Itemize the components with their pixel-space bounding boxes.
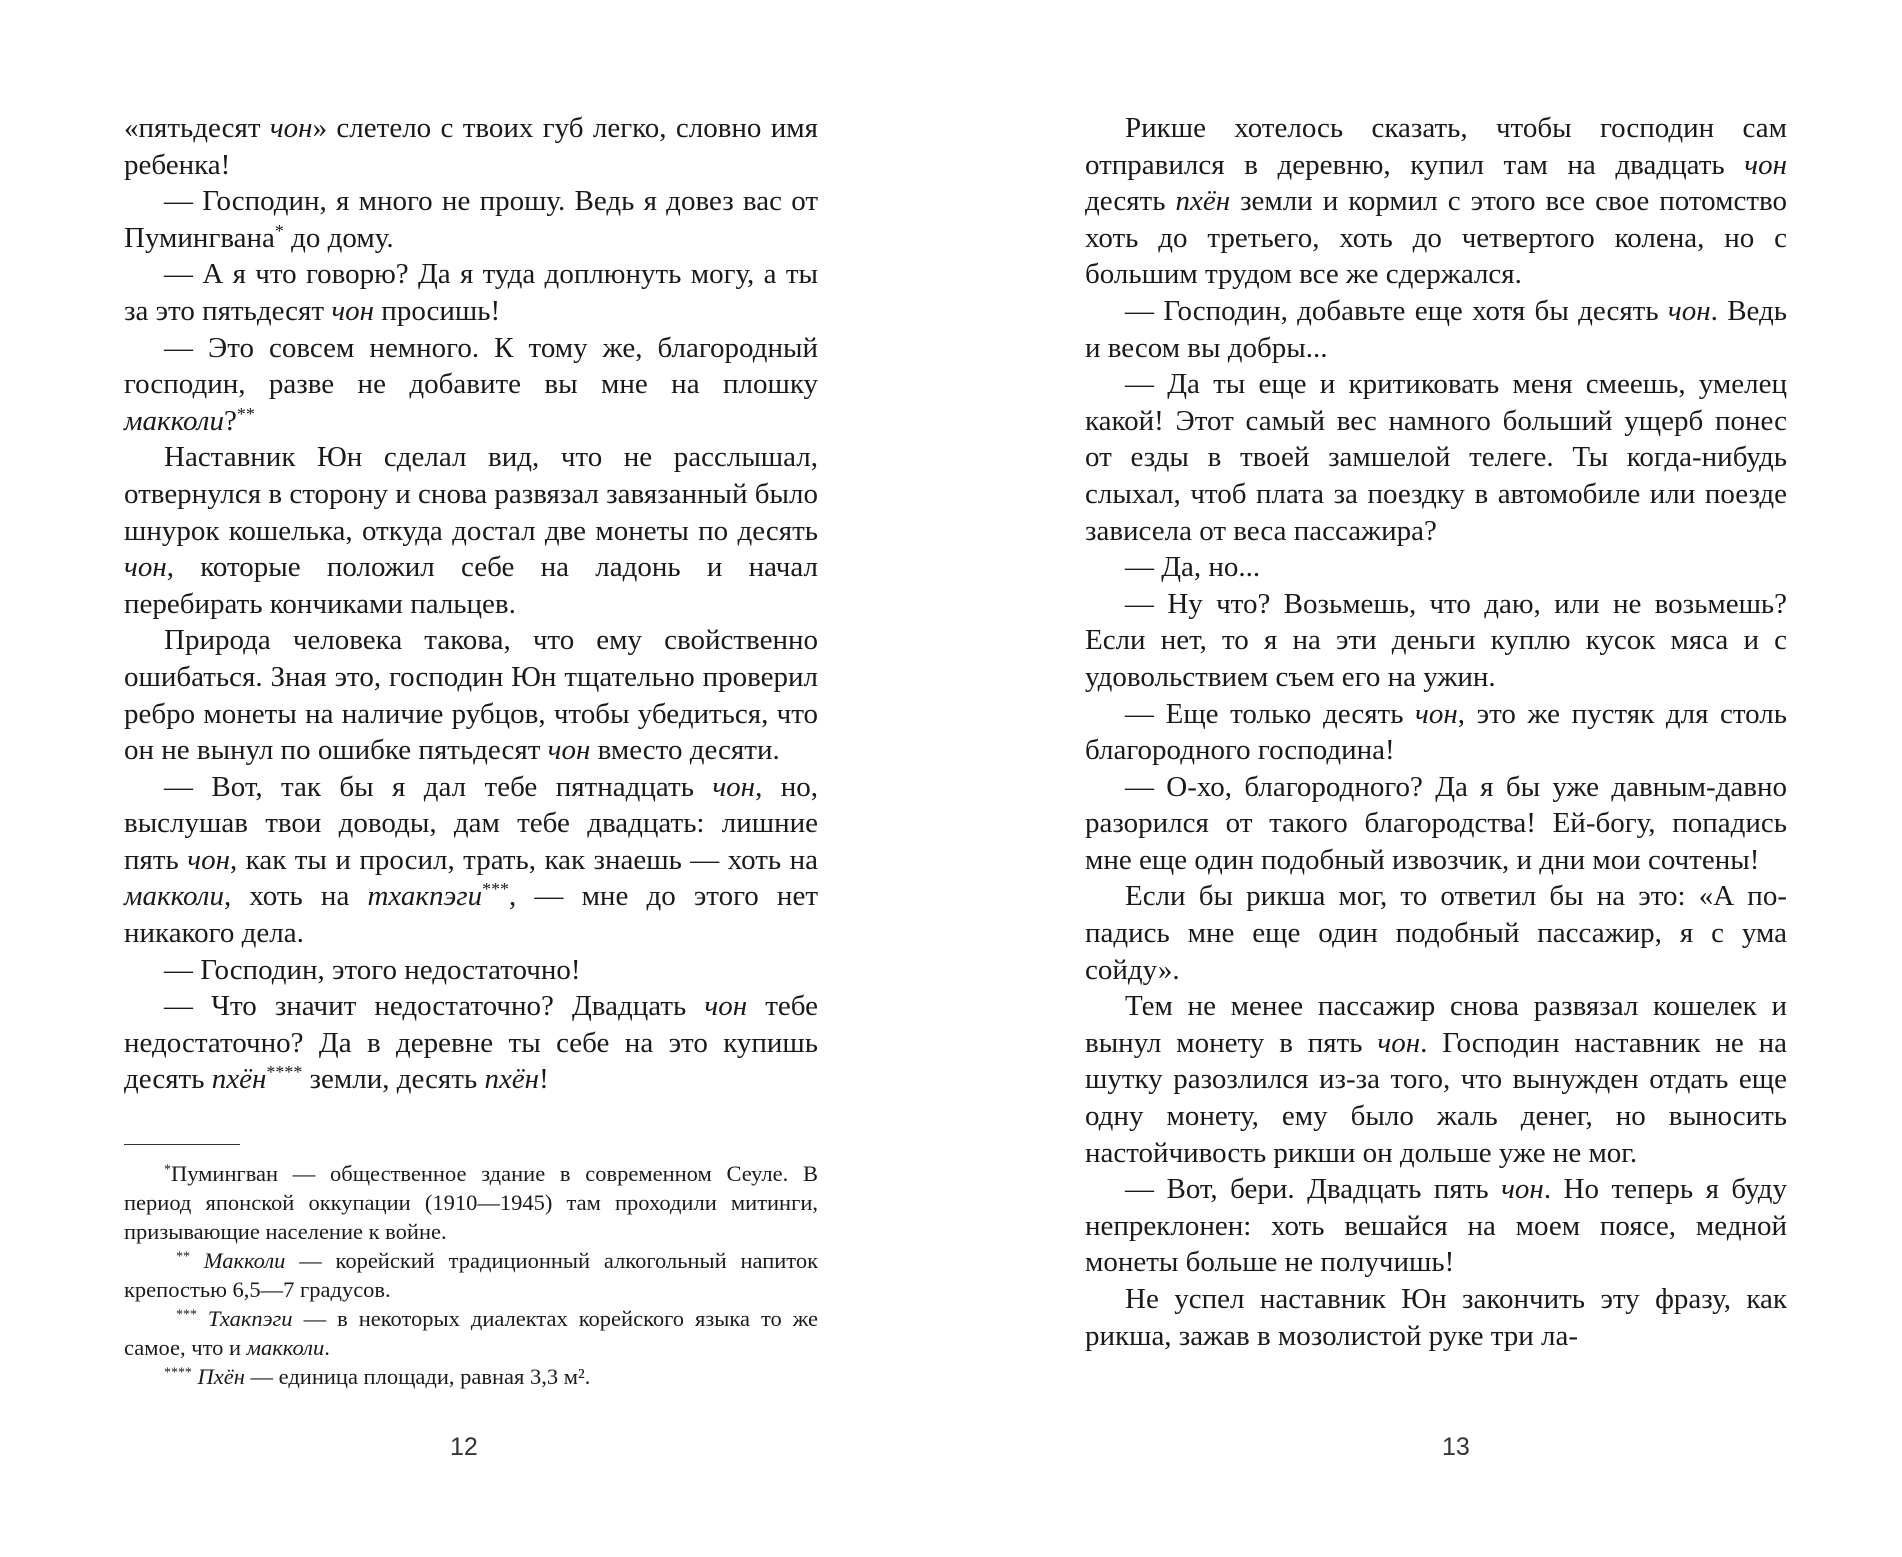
text-run: , но, выслушав твои доводы, дам тебе двадцать: лишние пять — [124, 770, 818, 876]
text-run: просишь! — [374, 294, 501, 327]
text-run: — в некоторых диалектах корейского языка то же самое, что и — [124, 1306, 818, 1360]
italic-term: чон — [124, 551, 167, 584]
text-run: , которые положил себе на ладонь и начал перебирать кончиками пальцев. — [124, 551, 818, 620]
paragraph — [124, 952, 818, 989]
italic-term: чон — [1415, 697, 1458, 730]
paragraph — [124, 183, 818, 256]
italic-term: пхён — [211, 1063, 267, 1096]
paragraph — [1085, 769, 1787, 879]
text-run: — Господин, этого недостаточно! — [164, 953, 581, 986]
text-run: — Да, но... — [1125, 551, 1261, 584]
text-run: , это же пустяк для столь благородного господина! — [1085, 697, 1787, 767]
text-run: » слетело с твоих губ легко, словно имя ребенка! — [124, 112, 818, 181]
text-run: Тем не менее пассажир снова развязал кошелек и вынул монету в пять — [1085, 990, 1787, 1059]
text-run: — корейский традиционный алкогольный напиток крепостью 6,5—7 градусов. — [124, 1248, 819, 1302]
paragraph — [1085, 988, 1787, 1171]
text-run — [197, 1306, 208, 1331]
paragraph — [124, 110, 818, 183]
italic-term: тхакпэги — [367, 880, 483, 913]
text-run: земли и кормил с этого все свое потомство хоть до третьего, хоть до четвертого колена, но с большим трудом все же сдержался. — [1085, 185, 1787, 291]
text-run: десять — [1085, 185, 1176, 218]
footnote-marker: * — [274, 220, 284, 241]
paragraph — [1085, 366, 1787, 549]
text-run: до дому. — [283, 221, 394, 254]
text-run: — Да ты еще и критиковать меня смеешь, умелец какой! Этот самый вес намного больший ущерб понес от езды в твоей замшелой телеге. Ты когда-нибудь слыхал, чтоб плата за поездку в автомобиле или поезде зависела от веса пассажира? — [1085, 368, 1787, 547]
footnote-marker: **** — [266, 1062, 303, 1083]
italic-term: чон — [187, 843, 230, 876]
paragraph — [1085, 1281, 1787, 1354]
paragraph — [1085, 1171, 1787, 1281]
text-run: . Ведь и весом вы добры... — [1085, 294, 1787, 364]
text-run: . — [324, 1335, 330, 1360]
italic-term: чон — [547, 734, 591, 767]
paragraph — [1085, 586, 1787, 696]
page-number-left: 12 — [450, 1433, 478, 1461]
text-run: Наставник Юн сделал вид, что не расслышал, отвернулся в сторону и снова развязал завязанный было шнурок кошелька, откуда достал две монеты по десять — [124, 441, 818, 547]
text-run: — Господин, добавьте еще хотя бы десять — [1125, 294, 1668, 327]
right-page-body — [1085, 110, 1787, 1354]
text-run: — Это совсем немного. К тому же, благородный господин, разве не добавите вы мне на плошку — [124, 331, 818, 401]
text-run: — А я что говорю? Да я туда доплюнуть могу, а ты за это пятьдесят — [124, 258, 818, 327]
paragraph — [1085, 293, 1787, 366]
text-run: , как ты и просил, трать, как знаешь — хоть на — [229, 843, 818, 876]
italic-term: чон — [269, 112, 313, 144]
text-run: — Вот, бери. Двадцать пять — [1125, 1173, 1502, 1206]
paragraph — [124, 256, 818, 329]
italic-term: пхён — [1175, 185, 1231, 218]
italic-term: чон — [1377, 1026, 1421, 1059]
footnote-marker: *** — [176, 1307, 197, 1323]
italic-term: макколи — [246, 1335, 325, 1360]
italic-term: Тхакпэги — [207, 1306, 293, 1331]
paragraph — [124, 769, 818, 952]
italic-term: чон — [331, 294, 375, 327]
text-run: земли, десять — [302, 1063, 485, 1096]
italic-term: чон — [712, 770, 756, 803]
footnotes — [124, 1159, 818, 1391]
paragraph — [1085, 549, 1787, 586]
text-run: «пятьдесят — [124, 112, 270, 144]
text-run — [190, 1248, 204, 1273]
text-run: тебе недостаточно? Да в деревне ты себе на это купишь десять — [124, 990, 818, 1096]
text-run: — единица площади, равная 3,3 м². — [244, 1364, 591, 1389]
paragraph — [1085, 110, 1787, 293]
text-run: — Ну что? Возьмешь, что даю, или не возьмешь? Если нет, то я на эти деньги куплю кусок мяса и с удовольствием съем его на ужин. — [1085, 587, 1787, 693]
paragraph — [1085, 696, 1787, 769]
italic-term: чон — [1501, 1173, 1544, 1206]
right-page — [951, 0, 1902, 1557]
paragraph — [1085, 878, 1787, 988]
text-run: . Господин наставник не на шутку разозлился из-за того, что вынужден отдать еще одну монету, ему было жаль денег, но выносить настойчивость рикши он дольше уже не мог. — [1085, 1026, 1787, 1169]
paragraph — [124, 622, 818, 768]
italic-term: чон — [1667, 294, 1711, 327]
italic-term: чон — [1744, 148, 1787, 181]
italic-term: макколи — [124, 880, 224, 913]
footnote — [124, 1159, 818, 1246]
text-run: . Но теперь я буду непреклонен: хоть вешайся на моем поясе, медной монеты больше не получишь! — [1085, 1173, 1787, 1279]
left-page-body — [124, 110, 818, 1098]
footnote-marker: *** — [482, 879, 510, 900]
text-run: вместо десяти. — [590, 734, 780, 767]
footnote-separator — [124, 1144, 240, 1145]
italic-term: макколи — [124, 404, 224, 437]
footnote — [124, 1304, 818, 1362]
italic-term: пхён — [484, 1063, 540, 1096]
text-run: Если бы рикша мог, то ответил бы на это: «А попадись мне еще один подобный пассажир, я с ума сойду». — [1085, 880, 1787, 986]
paragraph — [124, 439, 818, 622]
italic-term: чон — [704, 990, 748, 1023]
paragraph — [124, 330, 818, 440]
italic-term: Пхён — [197, 1364, 245, 1389]
page-number-right: 13 — [1442, 1433, 1470, 1461]
footnote-marker: **** — [164, 1365, 192, 1381]
footnote-marker: ** — [176, 1249, 190, 1265]
text-run: , хоть на — [223, 880, 368, 913]
footnote — [124, 1246, 818, 1304]
footnote — [124, 1362, 818, 1391]
text-run: ? — [223, 404, 237, 437]
footnote-marker: * — [164, 1162, 171, 1178]
text-run: — Господин, я много не прошу. Ведь я довез вас от Пумингвана — [124, 185, 818, 254]
text-run: — Еще только десять — [1125, 697, 1416, 730]
text-run: — Что значит недостаточно? Двадцать — [164, 990, 705, 1023]
text-run: ! — [539, 1063, 549, 1096]
text-run: Пумингван — общественное здание в современном Сеуле. В период японской оккупации (1910—1945) там проходили митинги, призывающие население к войне. — [124, 1161, 818, 1244]
italic-term: Макколи — [203, 1248, 286, 1273]
text-run: — Вот, так бы я дал тебе пятнадцать — [164, 770, 713, 803]
text-run: Природа человека такова, что ему свойственно ошибаться. Зная это, господин Юн тщательно проверил ребро монеты на наличие рубцов, чтобы убедиться, что он не вынул по ошибке пятьдесят — [124, 624, 818, 767]
text-run: , — мне до этого нет никакого дела. — [124, 880, 818, 950]
footnote-marker: ** — [236, 403, 255, 424]
text-run: Рикше хотелось сказать, чтобы господин сам отправился в деревню, купил там на двадцать — [1085, 112, 1787, 181]
text-run: Не успел наставник Юн закончить эту фразу, как рикша, зажав в мозолистой руке три ла- — [1085, 1283, 1787, 1352]
paragraph — [124, 988, 818, 1098]
text-run: — О-хо, благородного? Да я бы уже давным-давно разорился от такого благородства! Ей-богу, попадись мне еще один подобный извозчик, и дни мои сочтены! — [1085, 770, 1787, 876]
